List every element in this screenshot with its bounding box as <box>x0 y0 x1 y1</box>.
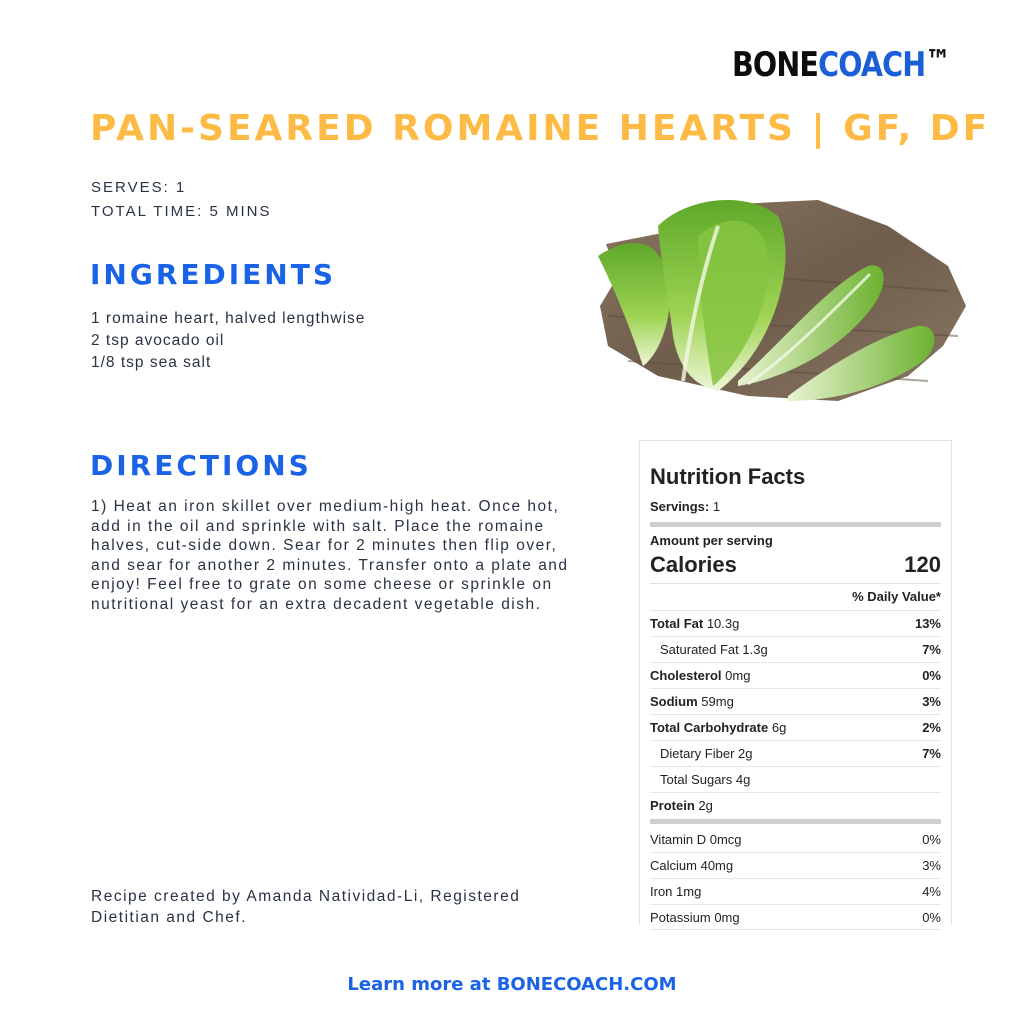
nutrient-label: Sodium <box>650 694 698 709</box>
vitamin-pct: 3% <box>922 858 941 873</box>
vitamin-row <box>650 826 941 852</box>
nutrient-label: Protein <box>650 798 695 813</box>
nutrient-row <box>650 688 941 714</box>
ingredient-item: 1/8 tsp sea salt <box>91 354 212 371</box>
total-time-text: TOTAL TIME: 5 MINS <box>91 203 272 220</box>
romaine-lettuce-photo <box>588 196 968 408</box>
nutrient-pct: 13% <box>914 616 941 631</box>
recipe-meta <box>91 176 271 224</box>
vitamin-label: Iron <box>650 884 673 899</box>
vitamin-amount: 40mg <box>700 858 734 873</box>
calories-label: Calories <box>650 552 737 577</box>
nutrition-title: Nutrition Facts <box>650 464 806 489</box>
calories-value: 120 <box>904 552 941 577</box>
vitamin-pct: 0% <box>922 909 941 925</box>
vitamin-amount: 1mg <box>676 884 702 899</box>
nutrition-servings <box>650 493 941 521</box>
vitamin-row <box>650 878 941 904</box>
ingredients-list <box>91 308 365 374</box>
serves-text: SERVES: 1 <box>91 179 187 196</box>
nutrition-facts-panel <box>639 440 952 925</box>
nutrient-pct: 3% <box>922 694 941 709</box>
nutrient-row <box>650 714 941 740</box>
calories-row <box>650 553 941 577</box>
vitamin-label: Vitamin D <box>650 831 707 847</box>
nutrient-amount: 10.3g <box>706 616 740 631</box>
vitamin-row <box>650 852 941 878</box>
nutrient-label: Total Sugars <box>660 772 733 787</box>
vitamin-label: Calcium <box>650 858 697 873</box>
nutrition-divider <box>650 819 941 824</box>
servings-label: Servings: <box>650 499 710 514</box>
nutrient-pct: 0% <box>922 668 941 683</box>
nutrient-pct: 2% <box>922 720 941 735</box>
vitamin-amount: 0mg <box>714 909 740 925</box>
vitamin-pct: 0% <box>922 831 941 847</box>
nutrient-row <box>650 610 941 636</box>
vitamin-pct: 4% <box>922 884 941 899</box>
nutrient-row <box>650 662 941 688</box>
ingredient-item: 2 tsp avocado oil <box>91 332 225 349</box>
servings-value: 1 <box>712 499 721 514</box>
vitamin-row <box>650 904 941 930</box>
brand-logo <box>732 44 950 88</box>
nutrient-amount: 59mg <box>701 694 734 709</box>
ingredients-heading: INGREDIENTS <box>90 258 337 291</box>
nutrient-label: Cholesterol <box>650 668 722 683</box>
directions-text: 1) Heat an iron skillet over medium-high heat. Once hot, add in the oil and sprinkle with salt. Place the romaine halves, cut-side down. Sear for 2 minutes then flip over, and sear for another 2 minutes. Transfer onto a plate and enjoy! Feel free to grate on some cheese or sprinkle on nutritional yeast for an extra decadent vegetable dish. <box>91 498 569 613</box>
nutrient-row <box>650 740 941 766</box>
footer-link[interactable]: Learn more at BONECOACH.COM <box>347 974 677 995</box>
nutrient-pct: 7% <box>922 642 941 657</box>
brand-logo-part1: BONE <box>732 45 819 85</box>
daily-value-header: % Daily Value* <box>650 583 941 610</box>
nutrient-amount: 4g <box>735 772 751 787</box>
nutrient-row <box>650 792 941 818</box>
nutrient-amount: 1.3g <box>742 642 768 657</box>
nutrient-label: Saturated Fat <box>660 642 739 657</box>
nutrition-divider <box>650 522 941 527</box>
brand-logo-tm: ™ <box>925 44 950 79</box>
nutrient-amount: 6g <box>771 720 787 735</box>
recipe-title: PAN-SEARED ROMAINE HEARTS | GF, DF <box>90 108 991 149</box>
vitamin-label: Potassium <box>650 909 711 925</box>
nutrient-label: Total Carbohydrate <box>650 720 769 735</box>
nutrient-amount: 0mg <box>725 668 751 683</box>
brand-logo-part2: COACH <box>818 45 926 85</box>
nutrient-pct: 7% <box>922 746 941 761</box>
nutrient-row <box>650 636 941 662</box>
ingredient-item: 1 romaine heart, halved lengthwise <box>91 310 366 327</box>
vitamin-amount: 0mcg <box>709 831 742 847</box>
nutrient-label: Dietary Fiber <box>660 746 735 761</box>
recipe-credit: Recipe created by Amanda Natividad-Li, Registered Dietitian and Chef. <box>91 888 521 926</box>
nutrient-label: Total Fat <box>650 616 704 631</box>
nutrient-amount: 2g <box>738 746 753 761</box>
nutrient-amount: 2g <box>698 798 713 813</box>
nutrient-row <box>650 766 941 792</box>
directions-heading: DIRECTIONS <box>90 449 312 482</box>
amount-per-serving: Amount per serving <box>650 533 773 548</box>
